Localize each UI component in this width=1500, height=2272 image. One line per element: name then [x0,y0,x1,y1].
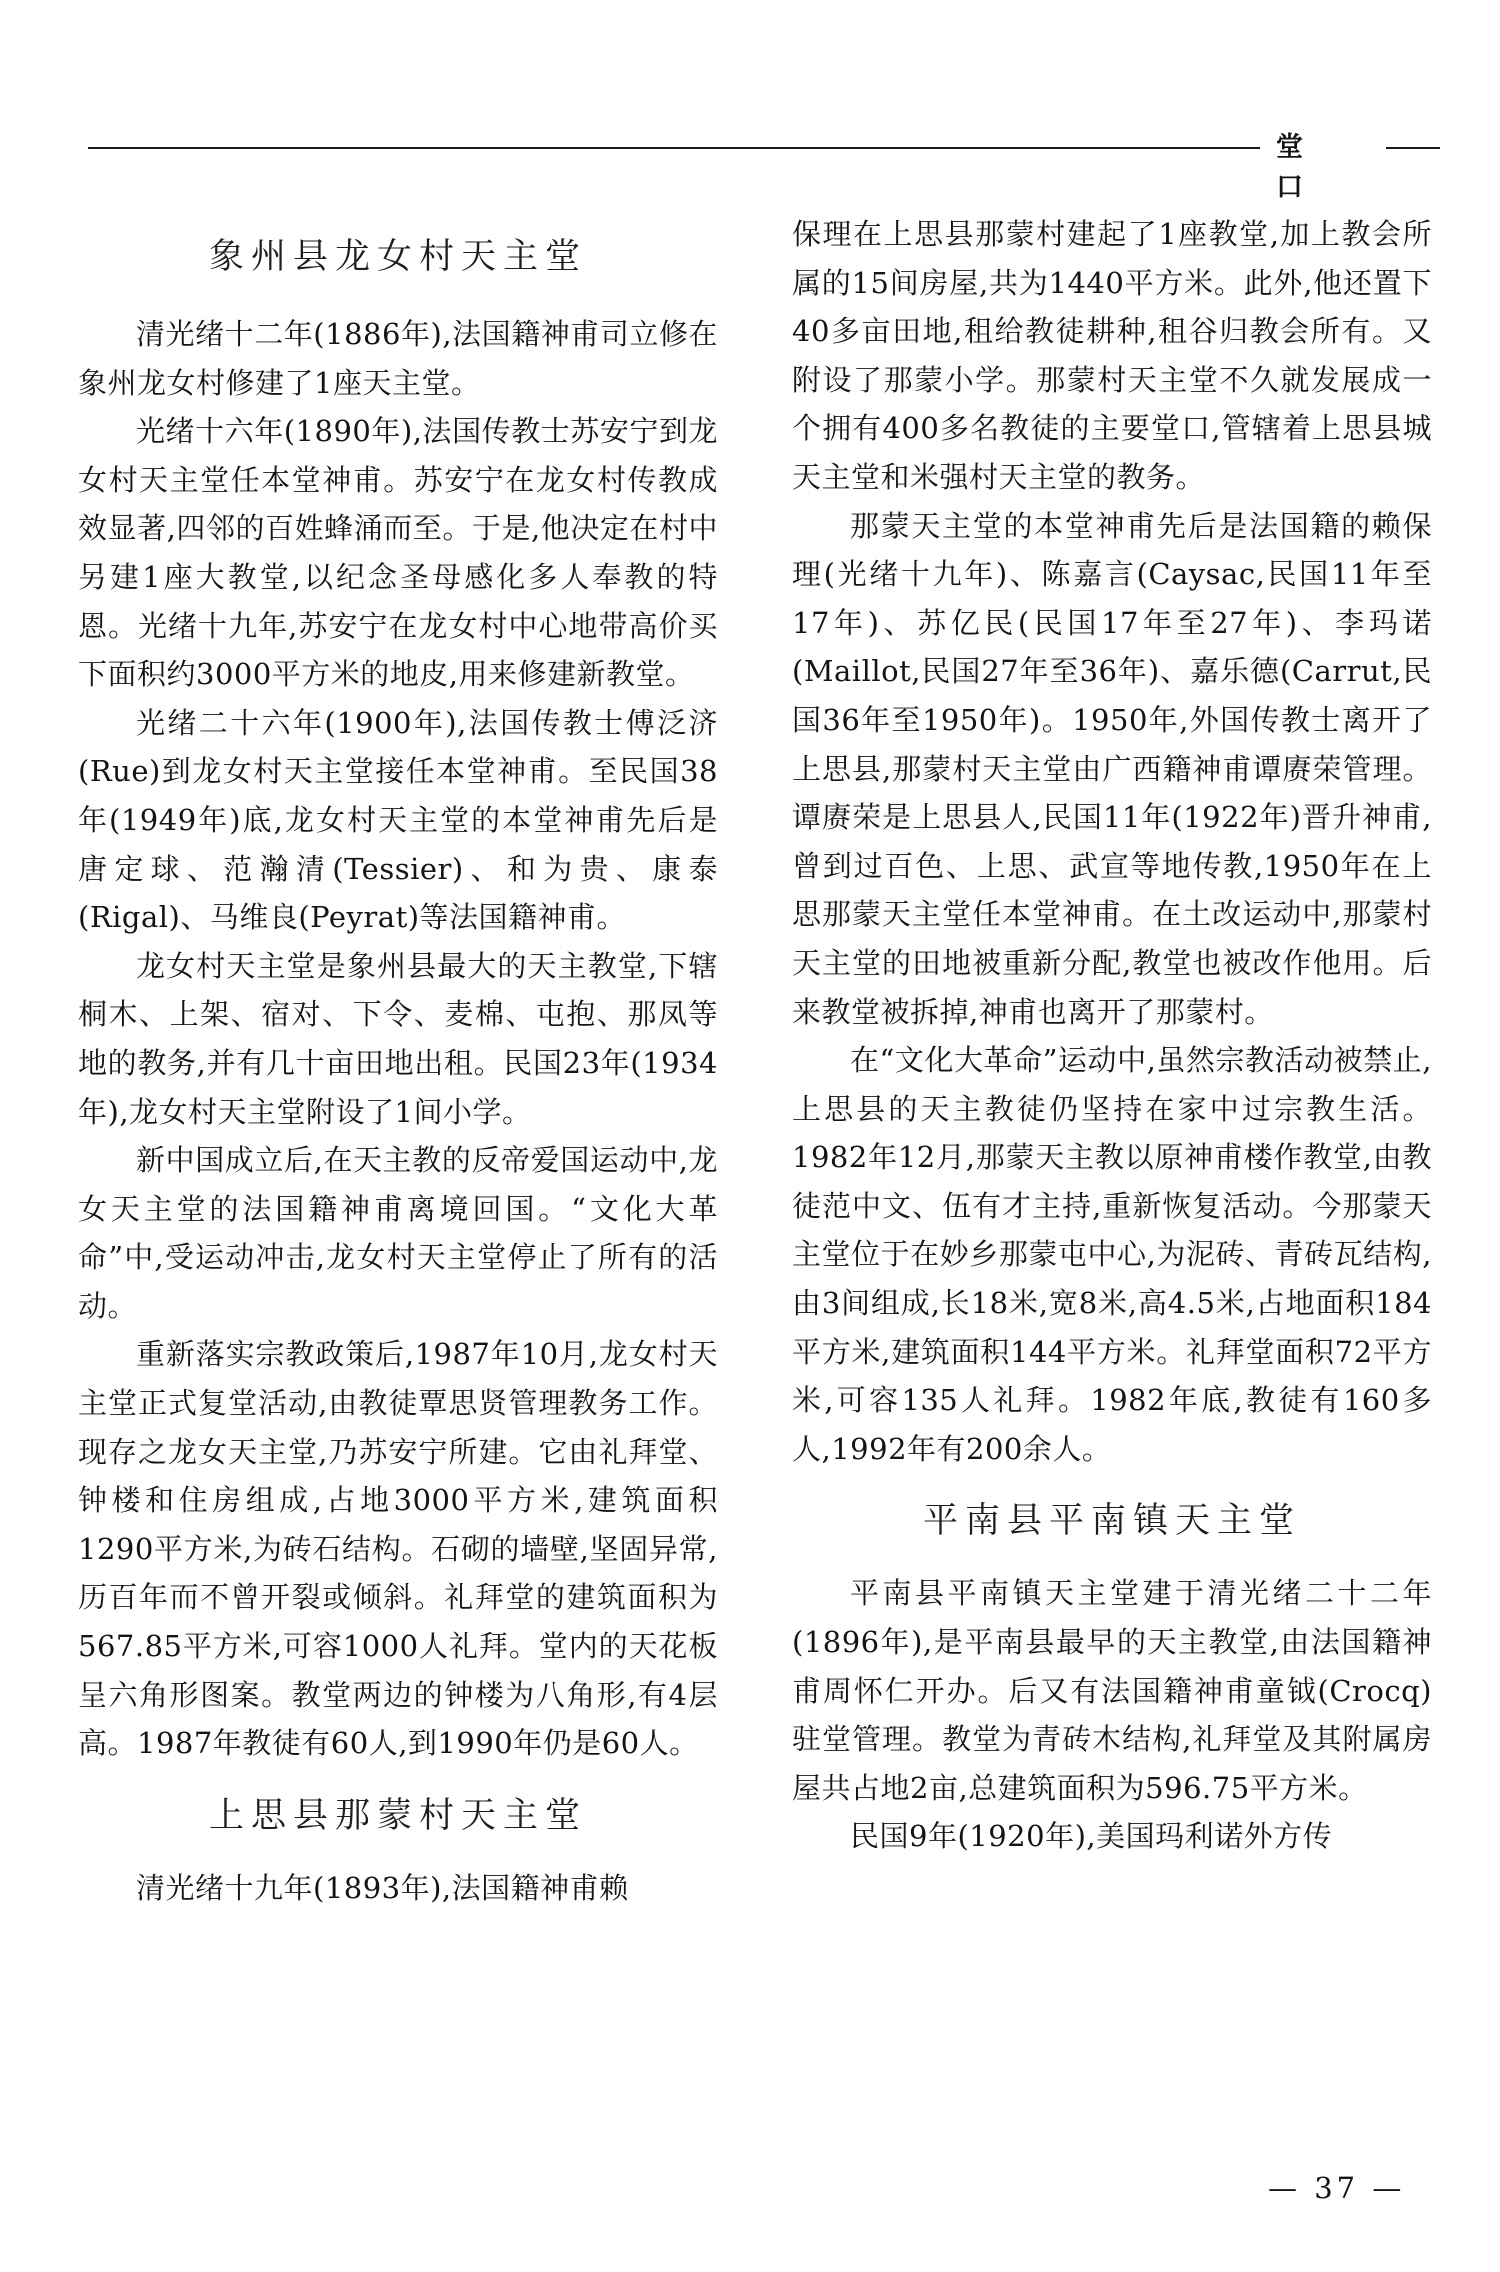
running-title: 堂 口 [1276,132,1327,203]
section-title-shangsi: 上思县那蒙村天主堂 [208,1795,587,1836]
header-rule [88,147,1260,149]
paragraph: 龙女村天主堂是象州县最大的天主教堂,下辖桐木、上架、宿对、下令、麦棉、屯抱、那凤等地的教务,并有几十亩田地出租。民国23年(1934年),龙女村天主堂附设了1间小学。 [78,948,718,1129]
right-column [792,210,1432,1861]
paragraph: 清光绪十九年(1893年),法国籍神甫赖 [136,1870,629,1905]
paragraph: 新中国成立后,在天主教的反帝爱国运动中,龙女天主堂的法国籍神甫离境回国。“文化大革命”中,受运动冲击,龙女村天主堂停止了所有的活动。 [78,1143,718,1323]
page-number: — 37 — [1268,2171,1406,2205]
section-title-pingnan: 平南县平南镇天主堂 [922,1501,1301,1542]
paragraph: 光绪十六年(1890年),法国传教士苏安宁到龙女村天主堂任本堂神甫。苏安宁在龙女村传教成效显著,四邻的百姓蜂涌而至。于是,他决定在村中另建1座大教堂,以纪念圣母感化多人奉教的特恩。光绪十九年,苏安宁在龙女村中心地带高价买下面积约3000平方米的地皮,用来修建新教堂。 [78,414,718,692]
header-rule-end [1386,147,1440,149]
section-title-xiangzhou: 象州县龙女村天主堂 [208,237,587,277]
paragraph: 在“文化大革命”运动中,虽然宗教活动被禁止,上思县的天主教徒仍坚持在家中过宗教生活。1982年12月,那蒙天主教以原神甫楼作教堂,由教徒范中文、伍有才主持,重新恢复活动。今那蒙天主堂位于在妙乡那蒙屯中心,为泥砖、青砖瓦结构,由3间组成,长18米,宽8米,高4.5米,占地面积184平方米,建筑面积144平方米。礼拜堂面积72平方米,可容135人礼拜。1982年底,教徒有160多人,1992年有200余人。 [792,1043,1432,1466]
paragraph: 清光绪十二年(1886年),法国籍神甫司立修在象州龙女村修建了1座天主堂。 [78,317,718,400]
paragraph: 民国9年(1920年),美国玛利诺外方传 [850,1819,1333,1854]
paragraph: 重新落实宗教政策后,1987年10月,龙女村天主堂正式复堂活动,由教徒覃思贤管理教务工作。现存之龙女天主堂,乃苏安宁所建。它由礼拜堂、钟楼和住房组成,占地3000平方米,建筑面积1290平方米,为砖石结构。石砌的墙壁,坚固异常,历百年而不曾开裂或倾斜。礼拜堂的建筑面积为567.85平方米,可容1000人礼拜。堂内的天花板呈六角形图案。教堂两边的钟楼为八角形,有4层高。1987年教徒有60人,到1990年仍是60人。 [78,1337,718,1761]
running-header [88,128,1440,203]
left-column [78,210,718,1912]
paragraph: 光绪二十六年(1900年),法国传教士傅泛济(Rue)到龙女村天主堂接任本堂神甫。至民国38年(1949年)底,龙女村天主堂的本堂神甫先后是唐定球、范瀚清(Tessier)、和为贵、康泰(Rigal)、马维良(Peyrat)等法国籍神甫。 [78,705,718,935]
paragraph-continued: 保理在上思县那蒙村建起了1座教堂,加上教会所属的15间房屋,共为1440平方米。此外,他还置下40多亩田地,租给教徒耕种,租谷归教会所有。又附设了那蒙小学。那蒙村天主堂不久就发展成一个拥有400多名教徒的主要堂口,管辖着上思县城天主堂和米强村天主堂的教务。 [792,217,1432,494]
paragraph: 平南县平南镇天主堂建于清光绪二十二年(1896年),是平南县最早的天主教堂,由法国籍神甫周怀仁开办。后又有法国籍神甫童钺(Crocq)驻堂管理。教堂为青砖木结构,礼拜堂及其附属房屋共占地2亩,总建筑面积为596.75平方米。 [792,1576,1432,1805]
paragraph: 那蒙天主堂的本堂神甫先后是法国籍的赖保理(光绪十九年)、陈嘉言(Caysac,民国11年至17年)、苏亿民(民国17年至27年)、李玛诺(Maillot,民国27年至36年)、嘉乐德(Carrut,民国36年至1950年)。1950年,外国传教士离开了上思县,那蒙村天主堂由广西籍神甫谭赓荣管理。谭赓荣是上思县人,民国11年(1922年)晋升神甫,曾到过百色、上思、武宣等地传教,1950年在上思那蒙天主堂任本堂神甫。在土改运动中,那蒙村天主堂的田地被重新分配,教堂也被改作他用。后来教堂被拆掉,神甫也离开了那蒙村。 [792,508,1432,1029]
